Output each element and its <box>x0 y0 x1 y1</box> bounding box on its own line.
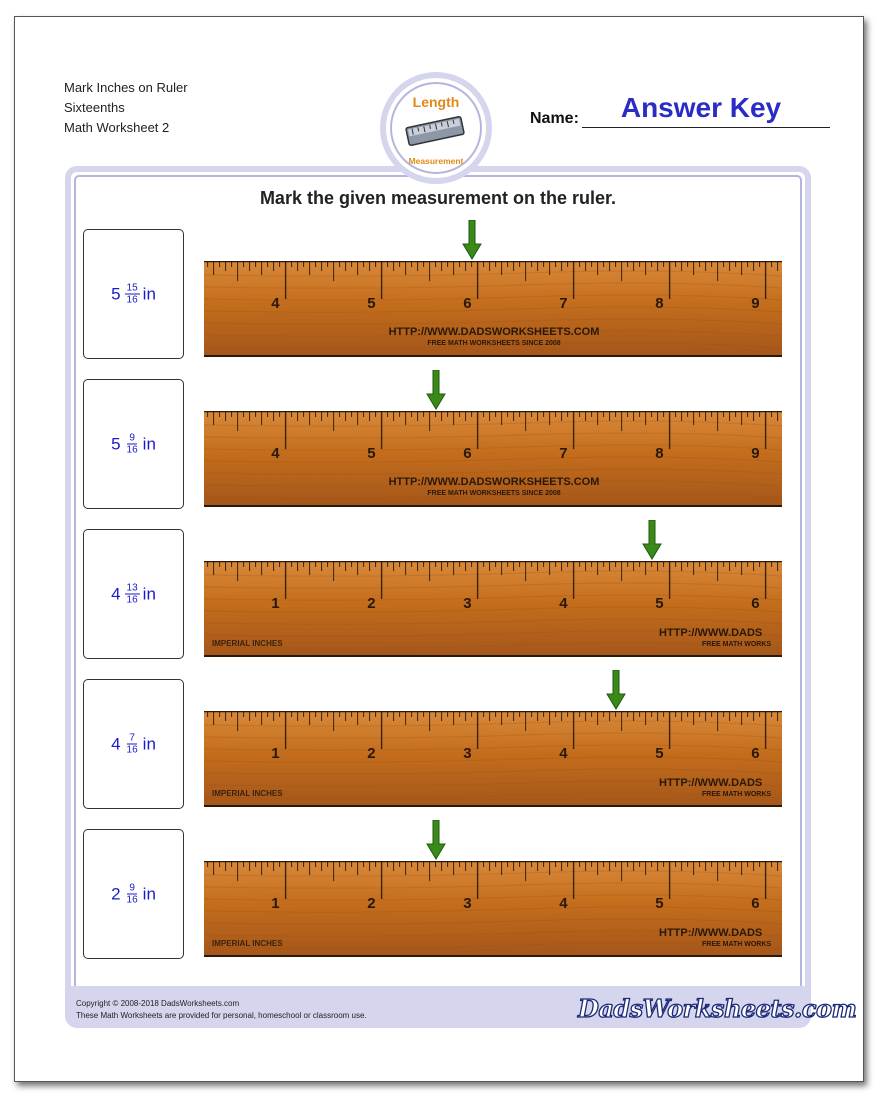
mixed-number <box>84 433 183 456</box>
ruler-subprint: FREE MATH WORKS <box>702 941 772 948</box>
inch-label: 2 <box>367 745 376 762</box>
worksheet-subtitle: Sixteenths <box>64 100 125 115</box>
ruler-body <box>204 861 782 957</box>
inch-label: 9 <box>751 295 760 312</box>
inch-label: 5 <box>367 295 376 312</box>
problem-box <box>83 229 184 359</box>
inch-label: 6 <box>463 445 472 462</box>
inch-label: 4 <box>271 295 280 312</box>
unit: in <box>142 584 156 603</box>
denominator: 16 <box>126 894 138 906</box>
inch-label: 5 <box>367 445 376 462</box>
worksheet-number: Math Worksheet 2 <box>64 120 170 135</box>
ruler-subprint: FREE MATH WORKSHEETS SINCE 2008 <box>427 340 561 347</box>
answer-key-text: Answer Key <box>620 92 782 123</box>
unit: in <box>142 284 156 303</box>
numerator: 13 <box>126 582 138 594</box>
denominator: 16 <box>126 444 138 456</box>
imperial-label: IMPERIAL INCHES <box>212 789 283 798</box>
inch-label: 3 <box>463 745 472 762</box>
whole-number: 5 <box>111 284 121 303</box>
ruler-print: HTTP://WWW.DADSWORKSHEETS.COM <box>388 476 600 488</box>
numerator: 15 <box>126 282 138 294</box>
whole-number: 5 <box>111 434 121 453</box>
fraction <box>125 433 140 456</box>
name-line <box>582 127 830 128</box>
mixed-number <box>84 733 183 756</box>
whole-number: 4 <box>111 584 121 603</box>
ruler-body <box>204 561 782 657</box>
whole-number: 2 <box>111 884 121 903</box>
answer-arrow-icon <box>426 820 446 860</box>
fraction <box>125 283 140 306</box>
logo-top-text: Length <box>412 94 460 110</box>
inch-label: 5 <box>655 745 664 762</box>
inch-label: 6 <box>751 595 760 612</box>
problem-box <box>83 379 184 509</box>
inch-label: 4 <box>559 895 568 912</box>
ruler-subprint: FREE MATH WORKS <box>702 791 772 798</box>
fraction <box>125 583 140 606</box>
inch-label: 5 <box>655 595 664 612</box>
numerator: 9 <box>129 882 135 894</box>
mixed-number <box>84 583 183 606</box>
fraction <box>125 733 140 756</box>
denominator: 16 <box>126 744 138 756</box>
inch-label: 8 <box>655 445 664 462</box>
inch-label: 2 <box>367 895 376 912</box>
ruler-print: HTTP://WWW.DADS <box>659 927 763 939</box>
answer-arrow-icon <box>462 220 482 260</box>
inch-label: 9 <box>751 445 760 462</box>
inch-label: 2 <box>367 595 376 612</box>
answer-arrow-icon <box>642 520 662 560</box>
fraction <box>125 883 140 906</box>
denominator: 16 <box>126 294 138 306</box>
mixed-number <box>84 883 183 906</box>
worksheet-title: Mark Inches on Ruler <box>64 80 188 95</box>
ruler-subprint: FREE MATH WORKSHEETS SINCE 2008 <box>427 490 561 497</box>
inch-label: 6 <box>751 745 760 762</box>
denominator: 16 <box>126 594 138 606</box>
inch-label: 3 <box>463 595 472 612</box>
ruler <box>204 261 782 357</box>
ruler-print: HTTP://WWW.DADSWORKSHEETS.COM <box>388 326 600 338</box>
inch-label: 6 <box>751 895 760 912</box>
inch-label: 1 <box>271 745 280 762</box>
problem-box <box>83 529 184 659</box>
inch-label: 4 <box>271 445 280 462</box>
inch-label: 5 <box>655 895 664 912</box>
footer-copyright <box>76 998 367 1022</box>
answer-arrow-icon <box>606 670 626 710</box>
whole-number: 4 <box>111 734 121 753</box>
length-measurement-logo <box>380 72 492 184</box>
worksheet-header <box>64 78 188 138</box>
numerator: 9 <box>129 432 135 444</box>
ruler <box>204 411 782 507</box>
inch-label: 8 <box>655 295 664 312</box>
usage-notice: These Math Worksheets are provided for personal, homeschool or classroom use. <box>76 1011 367 1020</box>
ruler-subprint: FREE MATH WORKS <box>702 641 772 648</box>
unit: in <box>142 884 156 903</box>
ruler <box>204 561 782 657</box>
ruler-print: HTTP://WWW.DADS <box>659 777 763 789</box>
unit: in <box>142 434 156 453</box>
answer-arrow-icon <box>426 370 446 410</box>
inch-label: 3 <box>463 895 472 912</box>
mixed-number <box>84 283 183 306</box>
ruler-body <box>204 711 782 807</box>
ruler-print: HTTP://WWW.DADS <box>659 627 763 639</box>
inch-label: 6 <box>463 295 472 312</box>
problem-box <box>83 829 184 959</box>
name-label: Name: <box>530 110 579 127</box>
brand-logo: DadsWorksheets.com <box>578 994 857 1023</box>
inch-label: 4 <box>559 595 568 612</box>
ruler <box>204 711 782 807</box>
imperial-label: IMPERIAL INCHES <box>212 639 283 648</box>
ruler <box>204 861 782 957</box>
inch-label: 1 <box>271 895 280 912</box>
inch-label: 7 <box>559 295 568 312</box>
problem-box <box>83 679 184 809</box>
inch-label: 1 <box>271 595 280 612</box>
imperial-label: IMPERIAL INCHES <box>212 939 283 948</box>
unit: in <box>142 734 156 753</box>
instructions: Mark the given measurement on the ruler. <box>259 188 617 208</box>
inch-label: 7 <box>559 445 568 462</box>
numerator: 7 <box>129 732 135 744</box>
copyright-text: Copyright © 2008-2018 DadsWorksheets.com <box>76 999 240 1008</box>
inch-label: 4 <box>559 745 568 762</box>
logo-bottom-text: Measurement <box>408 156 464 166</box>
